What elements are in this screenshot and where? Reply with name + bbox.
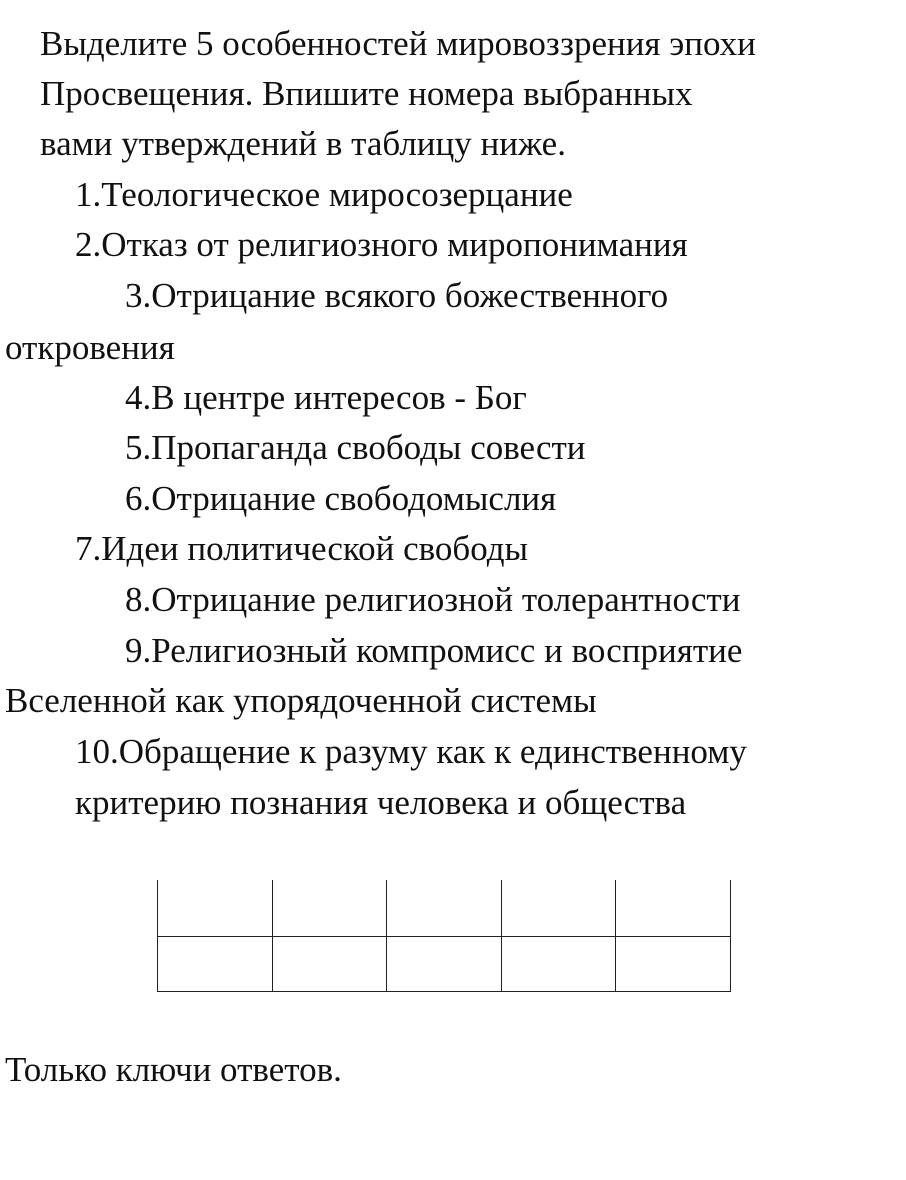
- answer-cell[interactable]: [158, 937, 272, 992]
- answer-cell[interactable]: [502, 937, 616, 992]
- instruction-line-1: Выделите 5 особенностей мировоззрения эпохи: [40, 24, 756, 63]
- statement-2: 2.Отказ от религиозного миропонимания: [75, 225, 688, 264]
- statement-7: 7.Идеи политической свободы: [75, 529, 529, 568]
- statement-8: 8.Отрицание религиозной толерантности: [125, 580, 741, 619]
- answer-cell[interactable]: [616, 880, 730, 935]
- answer-cell[interactable]: [502, 880, 616, 935]
- statement-10: 10.Обращение к разуму как к единственному: [75, 732, 747, 771]
- answer-cell[interactable]: [158, 880, 272, 935]
- answer-cell[interactable]: [387, 880, 501, 935]
- answer-cell[interactable]: [273, 880, 387, 935]
- answer-cell[interactable]: [387, 937, 501, 992]
- answer-table: [157, 880, 731, 992]
- statement-9-continued: Вселенной как упорядоченной системы: [5, 681, 597, 720]
- instruction-line-3: вами утверждений в таблицу ниже.: [40, 124, 566, 163]
- statement-3: 3.Отрицание всякого божественного: [125, 276, 669, 315]
- statement-3-continued: откровения: [5, 328, 175, 367]
- answer-cell[interactable]: [616, 937, 730, 992]
- instruction-line-2: Просвещения. Впишите номера выбранных: [40, 74, 693, 113]
- footer-note: Только ключи ответов.: [5, 1050, 342, 1089]
- statement-10-continued: критерию познания человека и общества: [75, 783, 687, 822]
- statement-9: 9.Религиозный компромисс и восприятие: [125, 631, 743, 670]
- statement-4: 4.В центре интересов - Бог: [125, 378, 527, 417]
- statement-5: 5.Пропаганда свободы совести: [125, 428, 586, 467]
- statement-1: 1.Теологическое миросозерцание: [75, 175, 573, 214]
- statement-6: 6.Отрицание свободомыслия: [125, 479, 557, 518]
- answer-cell[interactable]: [273, 937, 387, 992]
